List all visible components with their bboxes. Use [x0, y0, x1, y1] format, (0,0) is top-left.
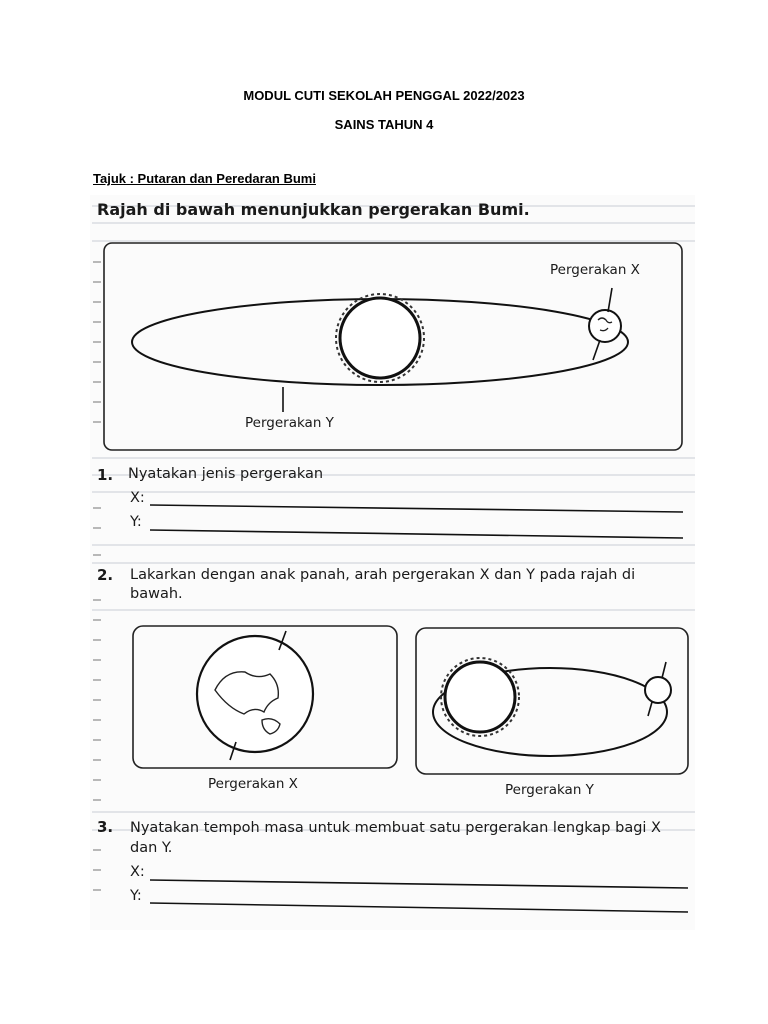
q1-x-label: X:: [130, 490, 145, 506]
q3-x-answer-line: [150, 880, 688, 888]
page-title: MODUL CUTI SEKOLAH PENGGAL 2022/2023: [243, 88, 525, 103]
topic-heading: Tajuk : Putaran dan Peredaran Bumi: [93, 171, 316, 186]
intro-text: Rajah di bawah menunjukkan pergerakan Bumi.: [97, 200, 530, 219]
q1-number: 1.: [97, 466, 114, 484]
q3-text-line2: dan Y.: [130, 840, 173, 856]
page-subtitle: SAINS TAHUN 4: [334, 117, 434, 132]
label-pergerakan-y: Pergerakan Y: [245, 415, 334, 431]
q2-label-pergerakan-x: Pergerakan X: [208, 776, 298, 792]
q1-text: Nyatakan jenis pergerakan: [128, 466, 324, 482]
q2-text-line1: Lakarkan dengan anak panah, arah pergerakan X dan Y pada rajah di: [130, 567, 636, 583]
q3-text-line1: Nyatakan tempoh masa untuk membuat satu pergerakan lengkap bagi X: [130, 820, 661, 836]
label-pergerakan-x: Pergerakan X: [550, 262, 640, 278]
q3-y-label: Y:: [130, 888, 142, 904]
q2-number: 2.: [97, 566, 114, 584]
q3-x-label: X:: [130, 864, 145, 880]
q2-text-line2: bawah.: [130, 586, 183, 602]
q2-label-pergerakan-y: Pergerakan Y: [505, 782, 594, 798]
q3-number: 3.: [97, 818, 114, 836]
q1-y-label: Y:: [130, 514, 142, 530]
q3-y-answer-line: [150, 903, 688, 912]
